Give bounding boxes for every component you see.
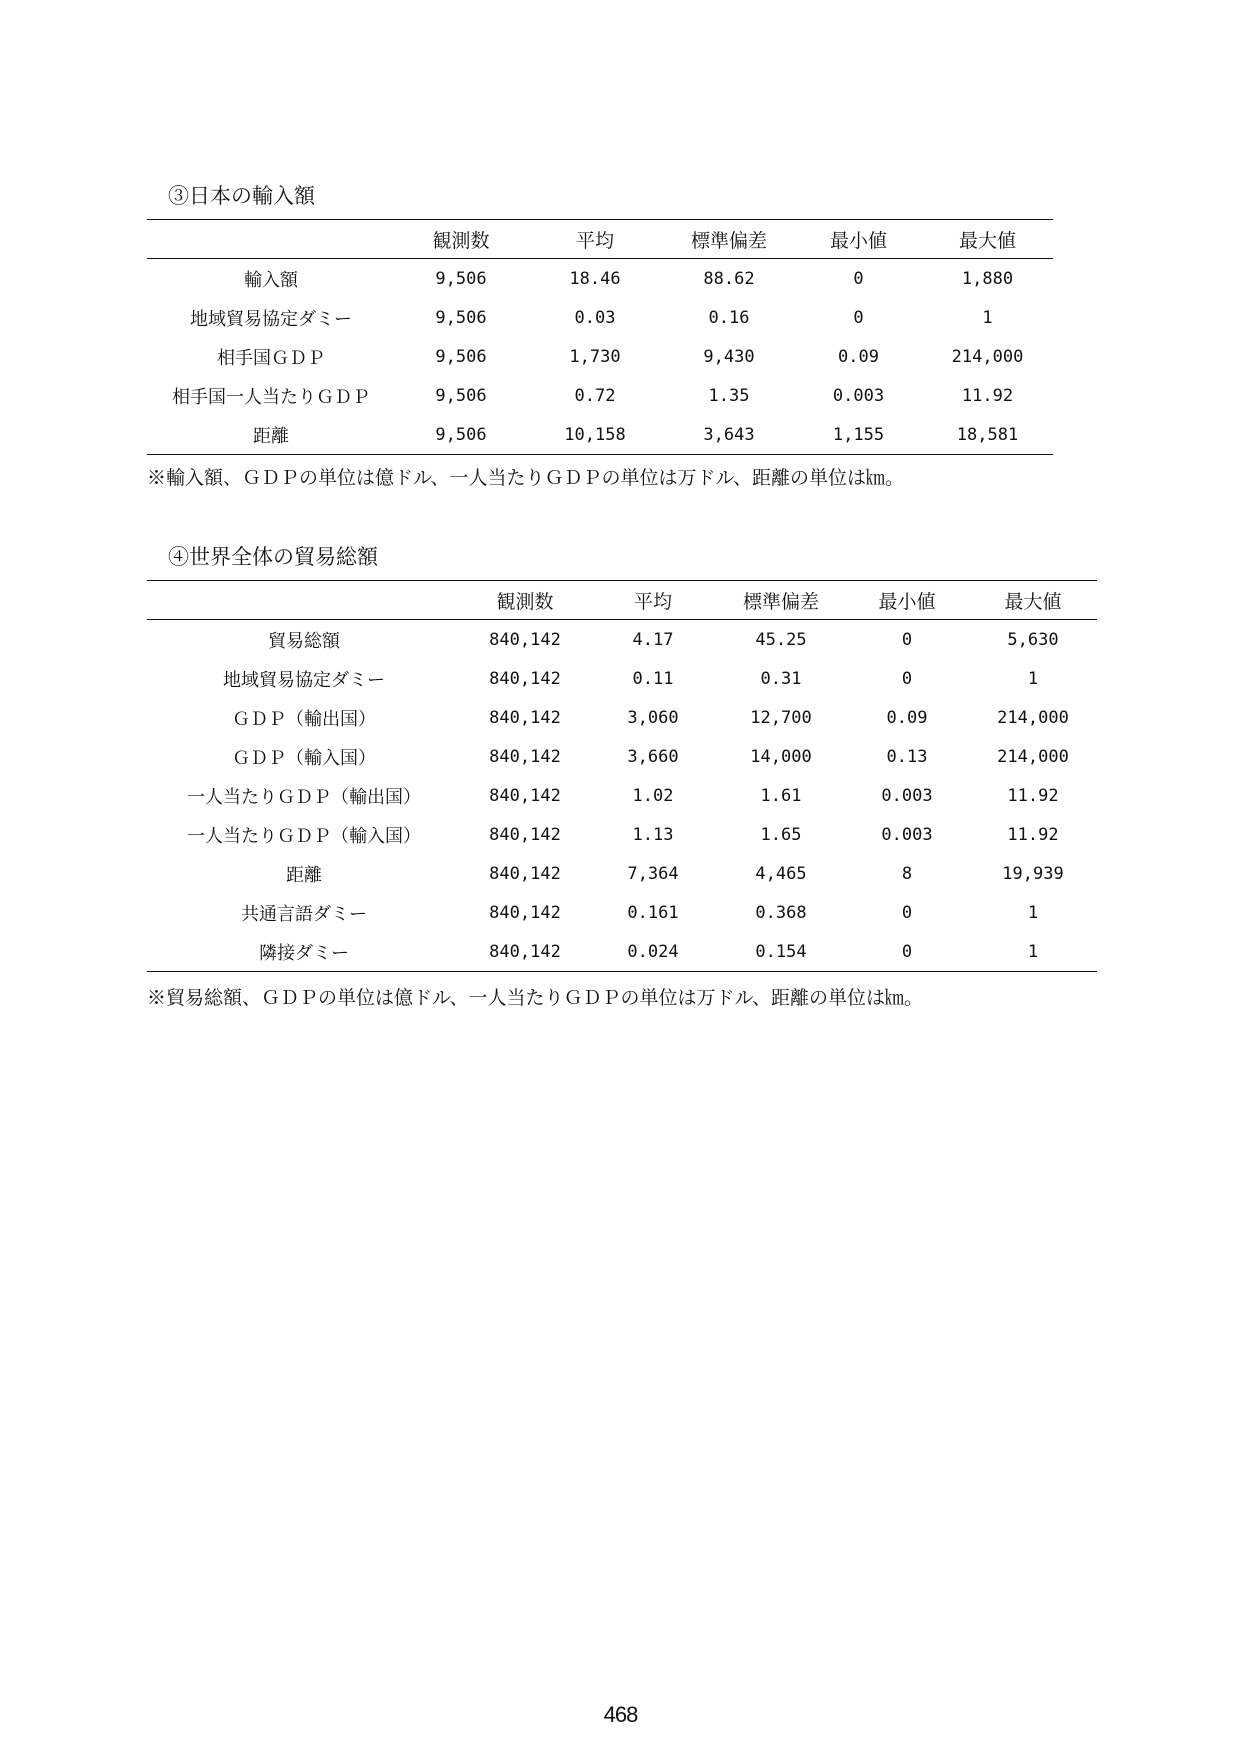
table3-header-cell: 最小値: [829, 229, 887, 252]
table-cell: 840,142: [489, 746, 561, 767]
table4: [147, 580, 1097, 972]
table-cell: 0.154: [755, 941, 807, 962]
row-label: 地域貿易協定ダミー: [190, 308, 352, 330]
table-cell: 0.03: [574, 307, 616, 328]
table-row: [147, 932, 1097, 972]
table-cell: 1: [982, 307, 993, 328]
table-cell: 0.003: [881, 824, 933, 845]
table-cell: 0.368: [755, 902, 807, 923]
table-cell: 4.17: [632, 629, 674, 650]
row-label: 地域貿易協定ダミー: [223, 669, 385, 691]
table-row: [147, 854, 1097, 893]
table3-header-cell: 標準偏差: [690, 229, 767, 252]
table-cell: 9,430: [703, 346, 755, 367]
table4-header-row: [147, 581, 1097, 620]
table-cell: 840,142: [489, 824, 561, 845]
table4-header-cell: 最小値: [878, 590, 936, 613]
table-cell: 0.09: [886, 707, 928, 728]
row-label: 共通言語ダミー: [241, 903, 367, 925]
table-row: [147, 776, 1097, 815]
table3-note: ※輸入額、ＧＤＰの単位は億ドル、一人当たりＧＤＰの単位は万ドル、距離の単位は㎞。: [147, 467, 904, 489]
table3: [147, 219, 1053, 455]
table4-header-cell: 標準偏差: [742, 590, 819, 613]
row-label: 相手国ＧＤＰ: [217, 347, 325, 369]
table-cell: 1.61: [760, 785, 802, 806]
row-label: 距離: [253, 425, 289, 447]
table-cell: 3,660: [627, 746, 679, 767]
table-cell: 5,630: [1007, 629, 1059, 650]
table4-header-cell: 観測数: [496, 590, 554, 613]
row-label: 相手国一人当たりＧＤＰ: [172, 386, 370, 408]
table-cell: 0.003: [881, 785, 933, 806]
table-cell: 840,142: [489, 941, 561, 962]
table-cell: 12,700: [750, 707, 812, 728]
table-cell: 214,000: [997, 746, 1069, 767]
table-cell: 9,506: [435, 346, 487, 367]
table-row: [147, 298, 1053, 337]
table-cell: 3,643: [703, 424, 755, 445]
table-cell: 840,142: [489, 629, 561, 650]
table-cell: 0.09: [838, 346, 879, 367]
table-cell: 0.13: [886, 746, 928, 767]
table3-header-row: [147, 220, 1053, 259]
table4-header-cell: [147, 581, 461, 620]
row-label: 輸入額: [244, 269, 298, 291]
table-row: [147, 659, 1097, 698]
table-cell: 0.72: [574, 385, 616, 406]
row-label: 隣接ダミー: [259, 942, 349, 964]
table-cell: 1.65: [760, 824, 802, 845]
table-row: [147, 698, 1097, 737]
table-cell: 0.024: [627, 941, 679, 962]
table-cell: 18.46: [569, 268, 621, 289]
table-row: [147, 376, 1053, 415]
table-cell: 0.11: [632, 668, 674, 689]
table-row: [147, 259, 1053, 299]
table4-title: ④世界全体の貿易総額: [168, 545, 378, 569]
table-cell: 214,000: [997, 707, 1069, 728]
row-label: 一人当たりＧＤＰ（輸入国）: [187, 825, 421, 847]
table-cell: 840,142: [489, 785, 561, 806]
table4-header-cell: 平均: [633, 590, 672, 613]
table-cell: 11.92: [1007, 824, 1059, 845]
row-label: 距離: [286, 864, 322, 886]
table-cell: 18,581: [956, 424, 1019, 445]
table-cell: 1.13: [632, 824, 674, 845]
table-cell: 0: [853, 268, 864, 289]
table3-title: ③日本の輸入額: [168, 184, 315, 208]
table-row: [147, 815, 1097, 854]
table-cell: 9,506: [435, 424, 487, 445]
table3-header-cell: 観測数: [432, 229, 490, 252]
table-cell: 840,142: [489, 707, 561, 728]
row-label: ＧＤＰ（輸出国）: [232, 708, 376, 730]
table-cell: 0: [901, 902, 913, 923]
row-label: 一人当たりＧＤＰ（輸出国）: [187, 786, 421, 808]
table-cell: 88.62: [703, 268, 755, 289]
row-label: ＧＤＰ（輸入国）: [232, 747, 376, 769]
table-cell: 11.92: [1007, 785, 1059, 806]
table-cell: 1.35: [708, 385, 750, 406]
table-cell: 1: [1027, 902, 1039, 923]
table-cell: 10,158: [564, 424, 626, 445]
table-cell: 4,465: [755, 863, 807, 884]
table-cell: 7,364: [627, 863, 679, 884]
table-cell: 840,142: [489, 863, 561, 884]
table-row: [147, 337, 1053, 376]
table-cell: 0.161: [627, 902, 679, 923]
table-cell: 0: [901, 941, 913, 962]
table-cell: 0: [901, 629, 913, 650]
table-row: [147, 620, 1097, 660]
table-cell: 3,060: [627, 707, 679, 728]
table-cell: 0.31: [760, 668, 802, 689]
table-cell: 9,506: [435, 268, 487, 289]
table-row: [147, 893, 1097, 932]
table-cell: 19,939: [1002, 863, 1064, 884]
table3-header-cell: [147, 220, 395, 259]
table-cell: 11.92: [961, 385, 1014, 406]
table3-header-cell: 最大値: [958, 229, 1016, 252]
table-cell: 9,506: [435, 307, 487, 328]
table-cell: 9,506: [435, 385, 487, 406]
table-cell: 1: [1027, 941, 1039, 962]
table-cell: 840,142: [489, 668, 561, 689]
table-cell: 1,155: [832, 424, 885, 445]
table-row: [147, 737, 1097, 776]
row-label: 貿易総額: [268, 630, 340, 652]
table-cell: 214,000: [951, 346, 1024, 367]
table-row: [147, 415, 1053, 455]
table-cell: 0.16: [708, 307, 750, 328]
table-cell: 8: [901, 863, 913, 884]
table3-header-cell: 平均: [575, 229, 614, 252]
table-cell: 1: [1027, 668, 1039, 689]
table-cell: 1,730: [569, 346, 621, 367]
table-cell: 14,000: [750, 746, 812, 767]
table-cell: 0.003: [832, 385, 885, 406]
table4-header-cell: 最大値: [1004, 590, 1062, 613]
page-number: 468: [603, 1702, 638, 1727]
table-cell: 0: [901, 668, 913, 689]
table-cell: 0: [853, 307, 864, 328]
table-cell: 45.25: [755, 629, 807, 650]
table-cell: 1,880: [961, 268, 1014, 289]
table4-note: ※貿易総額、ＧＤＰの単位は億ドル、一人当たりＧＤＰの単位は万ドル、距離の単位は㎞。: [147, 987, 923, 1009]
table-cell: 840,142: [489, 902, 561, 923]
table-cell: 1.02: [632, 785, 674, 806]
